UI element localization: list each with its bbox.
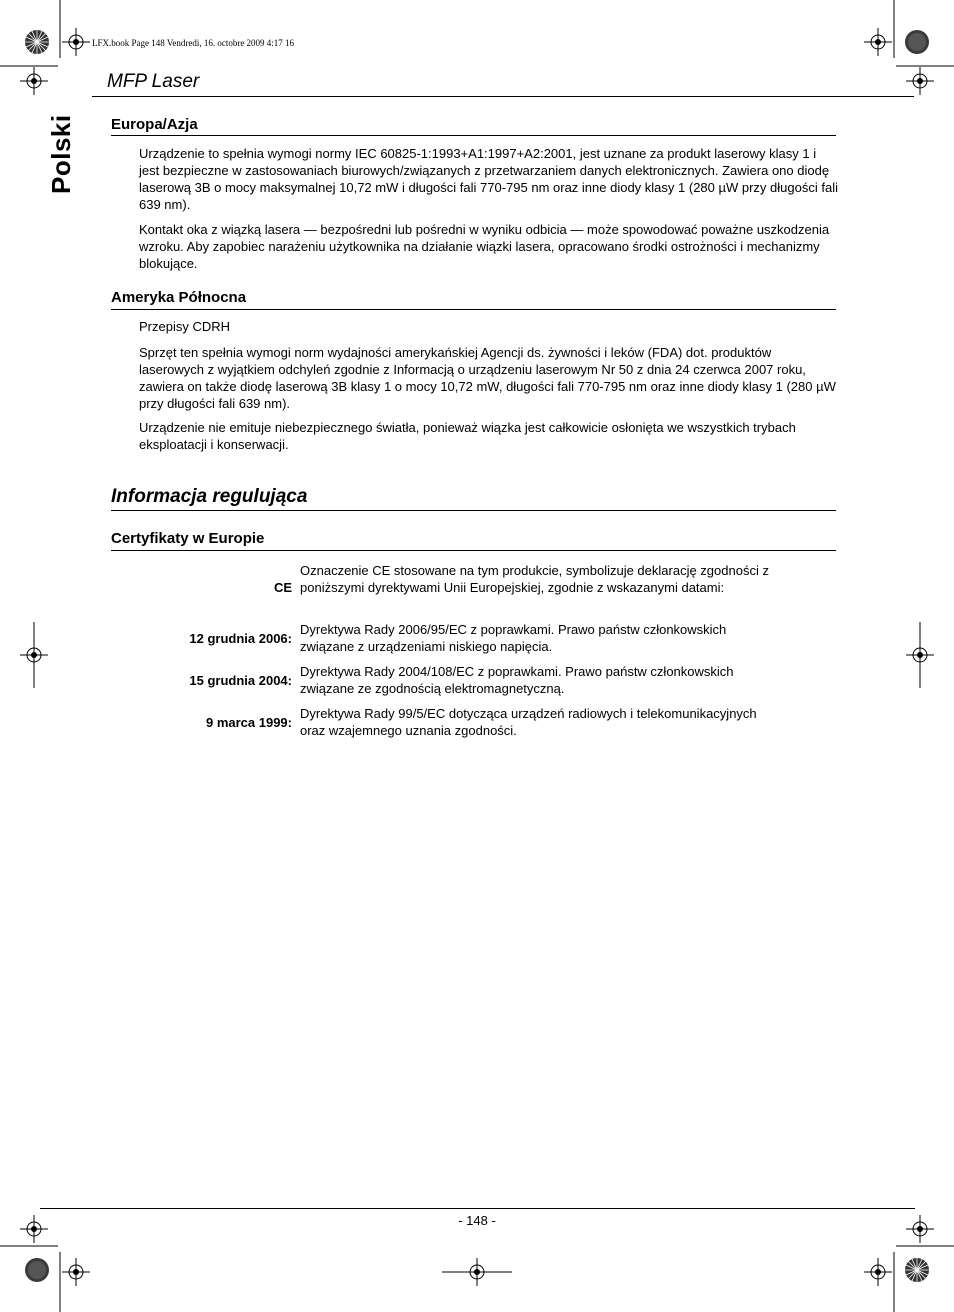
section-heading-north-america: Ameryka Północna xyxy=(111,289,247,306)
cert-label-date: 9 marca 1999: xyxy=(205,715,292,730)
registration-target-icon xyxy=(906,67,934,95)
paragraph: Kontakt oka z wiązką lasera — bezpośredni lub pośredni w wyniku odbicia — może spowodować poważne uszkodzenia wzroku. Aby zapobiec narażeniu użytkownika na działanie wiązki lasera, opracowano środki ostrożności i mechanizmy blokujące. xyxy=(139,222,830,271)
solid-circle-mark-icon xyxy=(904,29,930,55)
paragraph: Sprzęt ten spełnia wymogi norm wydajności amerykańskiej Agencji ds. żywności i leków (FDA) dot. produktów laserowych z wyjątkiem odchyleń zgodnie z Informacją o urządzeniu laserowym Nr 50 z dnia 24 czerwca 2007 roku, zawiera on także diodę laserową 3B klasy 1 o mocy 10,72 mW, długości fali 770-795 nm oraz inne diody klasy 1 (280 µW przy długości fali 639 nm). xyxy=(139,345,836,411)
cert-label-ce: CE xyxy=(273,580,292,595)
registration-target-icon xyxy=(20,641,48,669)
paragraph: Urządzenie nie emituje niebezpiecznego światła, ponieważ wiązka jest całkowicie osłonięta we wszystkich trybach eksploatacji i konserwacji. xyxy=(139,420,796,452)
registration-target-icon xyxy=(906,1215,934,1243)
solid-circle-mark-icon xyxy=(24,1257,50,1283)
paragraph: Urządzenie to spełnia wymogi normy IEC 60825-1:1993+A1:1997+A2:2001, jest uznane za produkt laserowy klasy 1 i jest bezpieczne w zastosowaniach biurowych/związanych z przetwarzaniem danych elektronicznych. Zawiera ono diodę laserową 3B o mocy maksymalnej 10,72 mW i długości fali 770-795 nm oraz inne diody klasy 1 (280 µW przy długości fali 639 nm). xyxy=(139,146,838,212)
section-heading-certificates: Certyfikaty w Europie xyxy=(111,530,265,547)
cert-text: Dyrektywa Rady 99/5/EC dotycząca urządzeń radiowych i telekomunikacyjnych oraz wzajemnego uznania zgodności. xyxy=(300,706,757,738)
registration-target-icon xyxy=(463,1258,491,1286)
cert-label-date: 15 grudnia 2004: xyxy=(189,673,292,688)
registration-target-icon xyxy=(62,1258,90,1286)
starburst-mark-icon xyxy=(24,29,50,55)
header-title: MFP Laser xyxy=(107,71,200,92)
registration-target-icon xyxy=(864,28,892,56)
registration-target-icon xyxy=(62,28,90,56)
starburst-mark-icon xyxy=(904,1257,930,1283)
page-number: - 148 - xyxy=(458,1213,496,1228)
registration-target-icon xyxy=(906,641,934,669)
section-heading-europe-asia: Europa/Azja xyxy=(111,116,198,133)
cert-text: Oznaczenie CE stosowane na tym produkcie, symbolizuje deklarację zgodności z poniższymi dyrektywami Unii Europejskiej, zgodnie z wskazanymi datami: xyxy=(300,563,769,595)
cert-text: Dyrektywa Rady 2006/95/EC z poprawkami. Prawo państw członkowskich związane z urządzeniami niskiego napięcia. xyxy=(300,622,727,654)
language-tab: Polski xyxy=(46,114,76,194)
registration-target-icon xyxy=(20,1215,48,1243)
registration-target-icon xyxy=(864,1258,892,1286)
registration-target-icon xyxy=(20,67,48,95)
paragraph: Przepisy CDRH xyxy=(139,319,231,334)
chapter-heading-regulatory: Informacja regulująca xyxy=(111,486,308,507)
print-info: LFX.book Page 148 Vendredi, 16. octobre 2009 4:17 16 xyxy=(92,38,295,48)
cert-text: Dyrektywa Rady 2004/108/EC z poprawkami. Prawo państw członkowskich związane ze zgodnością elektromagnetyczną. xyxy=(300,664,734,696)
cert-label-date: 12 grudnia 2006: xyxy=(189,631,292,646)
